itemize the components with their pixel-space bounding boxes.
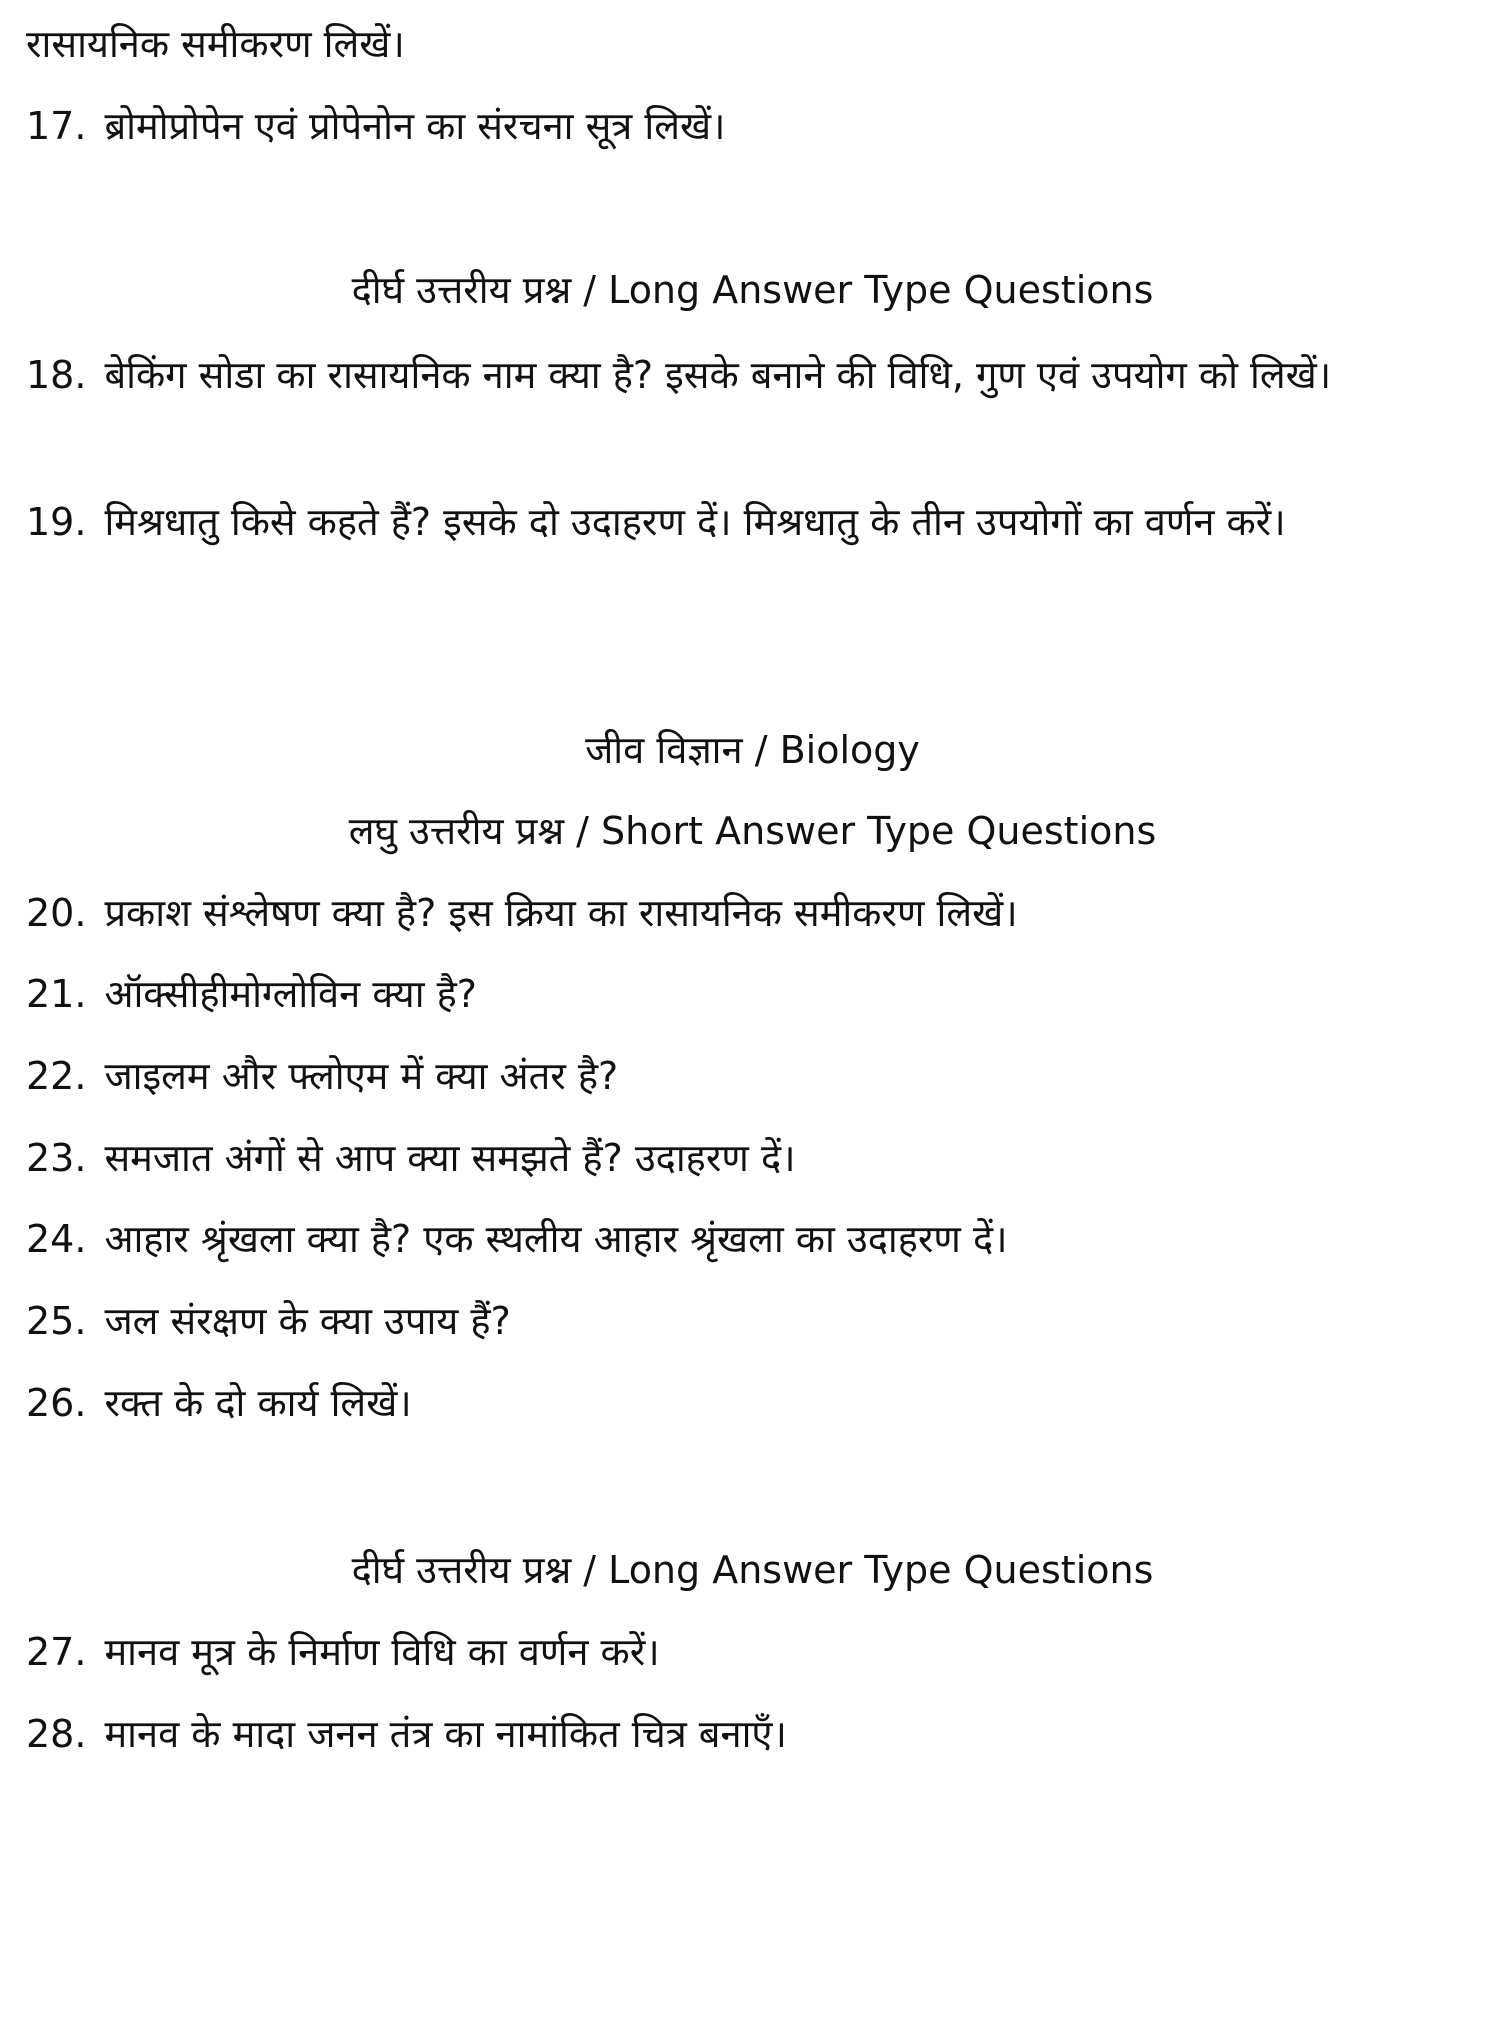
question-number: 21. — [26, 972, 87, 1016]
question-text: मिश्रधातु किसे कहते हैं? इसके दो उदाहरण दें। मिश्रधातु के तीन उपयोगों का वर्णन करें। — [104, 500, 1286, 544]
question-text: बेकिंग सोडा का रासायनिक नाम क्या है? इसके बनाने की विधि, गुण एवं उपयोग को लिखें। — [104, 353, 1332, 397]
section-heading-long-biology: दीर्घ उत्तरीय प्रश्न / Long Answer Type Questions — [351, 1548, 1154, 1592]
question-text: समजात अंगों से आप क्या समझते हैं? उदाहरण दें। — [104, 1136, 796, 1180]
question-text: ऑक्सीहीमोग्लोविन क्या है? — [104, 972, 477, 1016]
question-number: 17. — [26, 104, 87, 148]
question-28 — [26, 1712, 787, 1758]
question-25 — [26, 1299, 511, 1345]
question-text: जल संरक्षण के क्या उपाय हैं? — [104, 1299, 511, 1343]
question-text: मानव के मादा जनन तंत्र का नामांकित चित्र बनाएँ। — [104, 1712, 787, 1756]
subject-heading: जीव विज्ञान / Biology — [585, 728, 920, 772]
continuation-line: रासायनिक समीकरण लिखें। — [26, 22, 405, 66]
section-heading-long: दीर्घ उत्तरीय प्रश्न / Long Answer Type Questions — [351, 268, 1154, 312]
question-text: मानव मूत्र के निर्माण विधि का वर्णन करें। — [104, 1630, 660, 1674]
question-text: रक्त के दो कार्य लिखें। — [104, 1381, 412, 1425]
question-text: प्रकाश संश्लेषण क्या है? इस क्रिया का रासायनिक समीकरण लिखें। — [104, 891, 1018, 935]
question-number: 20. — [26, 891, 87, 935]
question-number: 27. — [26, 1630, 87, 1674]
question-18 — [26, 340, 1466, 410]
question-20 — [26, 891, 1018, 937]
question-number: 19. — [26, 500, 87, 544]
question-19 — [26, 487, 1466, 557]
question-number: 24. — [26, 1217, 87, 1261]
question-text: आहार श्रृंखला क्या है? एक स्थलीय आहार श्रृंखला का उदाहरण दें। — [104, 1217, 1008, 1261]
question-number: 26. — [26, 1381, 87, 1425]
question-text: ब्रोमोप्रोपेन एवं प्रोपेनोन का संरचना सूत्र लिखें। — [104, 104, 726, 148]
section-heading-short: लघु उत्तरीय प्रश्न / Short Answer Type Questions — [348, 809, 1157, 853]
question-number: 25. — [26, 1299, 87, 1343]
question-number: 18. — [26, 353, 87, 397]
question-number: 23. — [26, 1136, 87, 1180]
question-text: जाइलम और फ्लोएम में क्या अंतर है? — [104, 1054, 619, 1098]
question-number: 28. — [26, 1712, 87, 1756]
question-21 — [26, 972, 477, 1018]
question-24 — [26, 1217, 1008, 1263]
question-number: 22. — [26, 1054, 87, 1098]
question-23 — [26, 1136, 796, 1182]
question-17 — [26, 104, 725, 150]
question-22 — [26, 1054, 618, 1100]
question-26 — [26, 1381, 412, 1427]
question-27 — [26, 1630, 660, 1676]
